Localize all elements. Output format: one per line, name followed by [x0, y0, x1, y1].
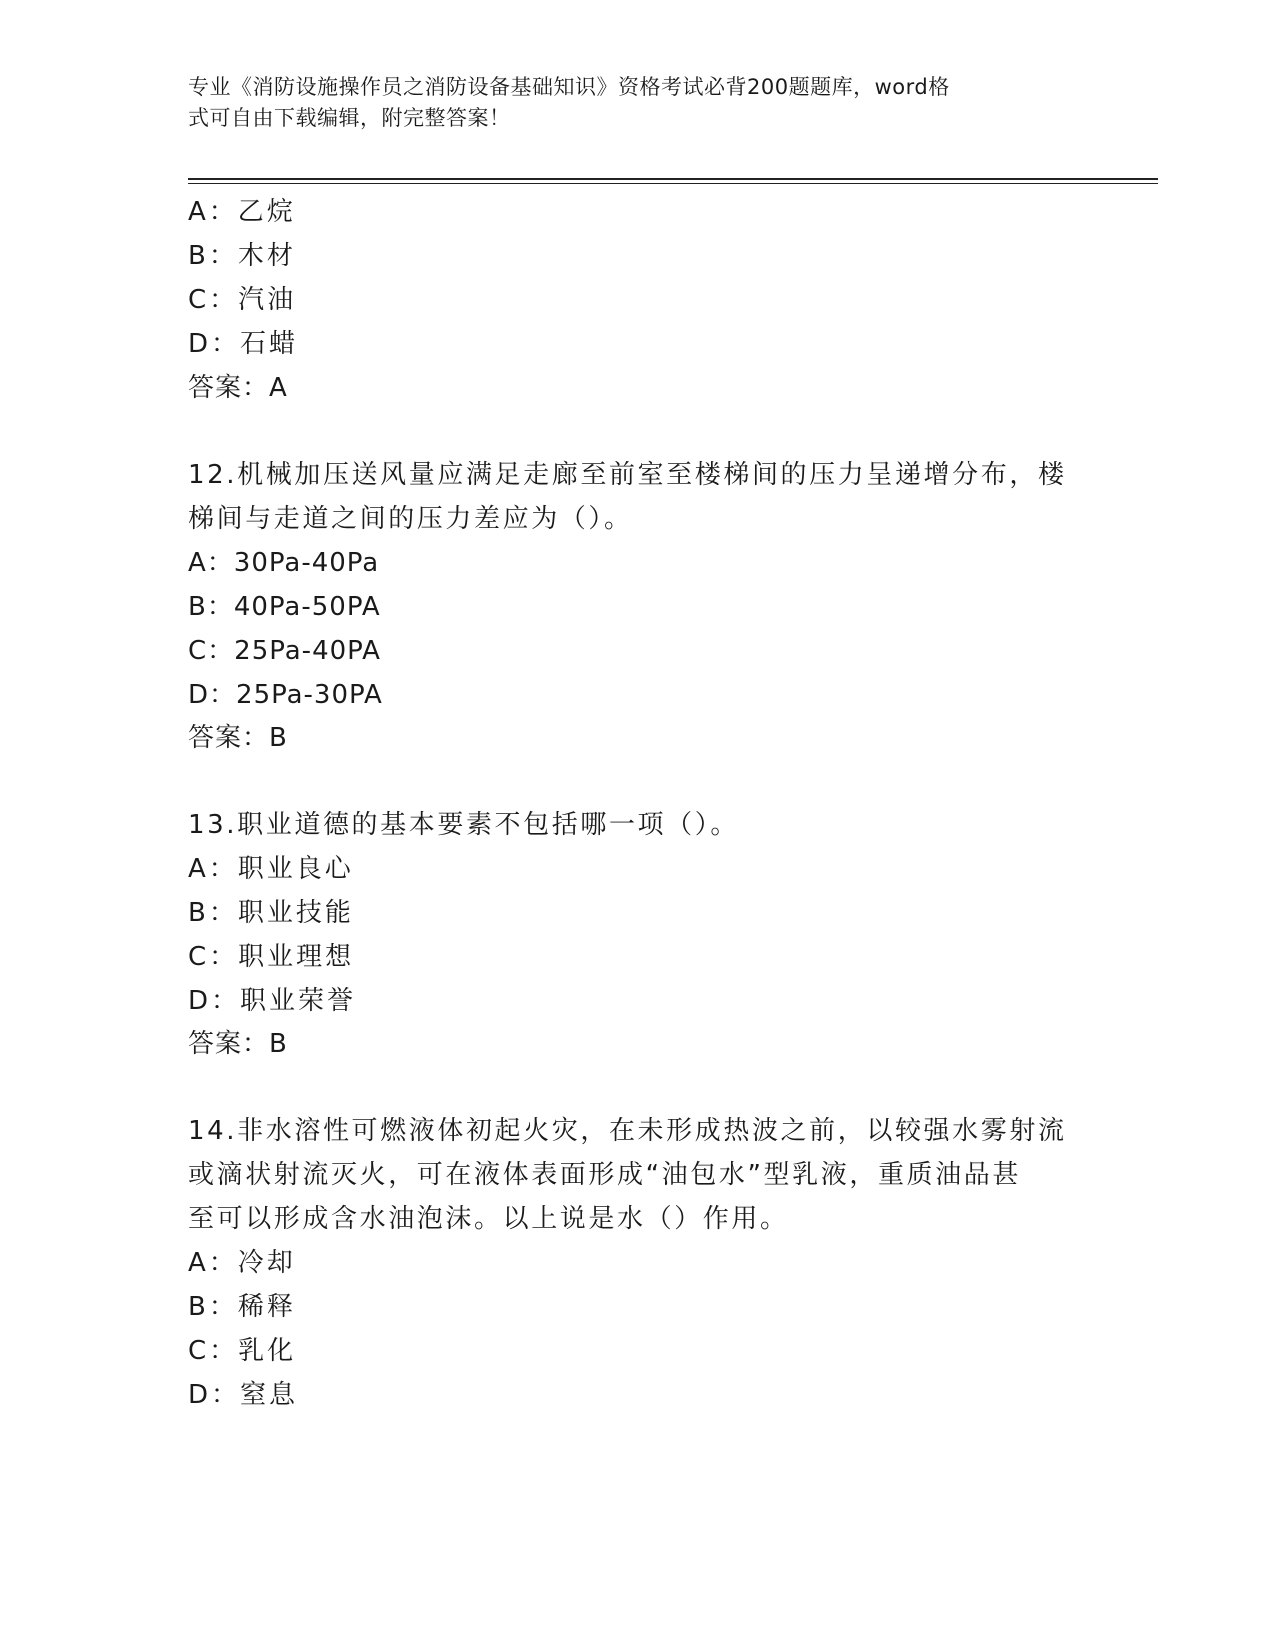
q12-answer: 答案：B [188, 723, 288, 753]
q13-option-d: D：职业荣誉 [188, 986, 357, 1016]
header-line-1: 专业《消防设施操作员之消防设备基础知识》资格考试必背200题题库，word格 [188, 75, 950, 99]
q13-option-a: A：职业良心 [188, 854, 354, 884]
q12-option-c: C：25Pa-40PA [188, 636, 381, 666]
q11-option-d: D：石蜡 [188, 329, 299, 359]
q12-option-b: B：40Pa-50PA [188, 592, 381, 622]
q14-stem-line-3: 至可以形成含水油泡沫。以上说是水（）作用。 [188, 1204, 789, 1234]
q12-stem-line-1: 12.机械加压送风量应满足走廊至前室至楼梯间的压力呈递增分布，楼 [188, 460, 1067, 490]
header-divider-thick [188, 178, 1158, 180]
q14-option-b: B：稀释 [188, 1292, 296, 1322]
q13-option-b: B：职业技能 [188, 898, 354, 928]
q14-option-a: A：冷却 [188, 1248, 296, 1278]
q11-option-a: A：乙烷 [188, 197, 296, 227]
header-line-2: 式可自由下载编辑，附完整答案！ [188, 106, 511, 130]
q11-option-c: C：汽油 [188, 285, 297, 315]
q11-option-b: B：木材 [188, 241, 296, 271]
q12-stem-line-2: 梯间与走道之间的压力差应为（）。 [188, 504, 633, 534]
q12-option-a: A：30Pa-40Pa [188, 548, 380, 578]
q12-option-d: D：25Pa-30PA [188, 680, 383, 710]
q14-option-c: C：乳化 [188, 1336, 297, 1366]
q14-option-d: D：窒息 [188, 1380, 299, 1410]
q11-answer: 答案：A [188, 373, 288, 403]
q13-option-c: C：职业理想 [188, 942, 355, 972]
q14-stem-line-1: 14.非水溶性可燃液体初起火灾，在未形成热波之前，以较强水雾射流 [188, 1116, 1067, 1146]
header-divider-thin [188, 183, 1158, 184]
q13-stem-line-1: 13.职业道德的基本要素不包括哪一项（）。 [188, 810, 739, 840]
q13-answer: 答案：B [188, 1029, 288, 1059]
document-header [188, 72, 1068, 134]
q14-stem-line-2: 或滴状射流灭火，可在液体表面形成“油包水”型乳液，重质油品甚 [188, 1160, 1021, 1190]
